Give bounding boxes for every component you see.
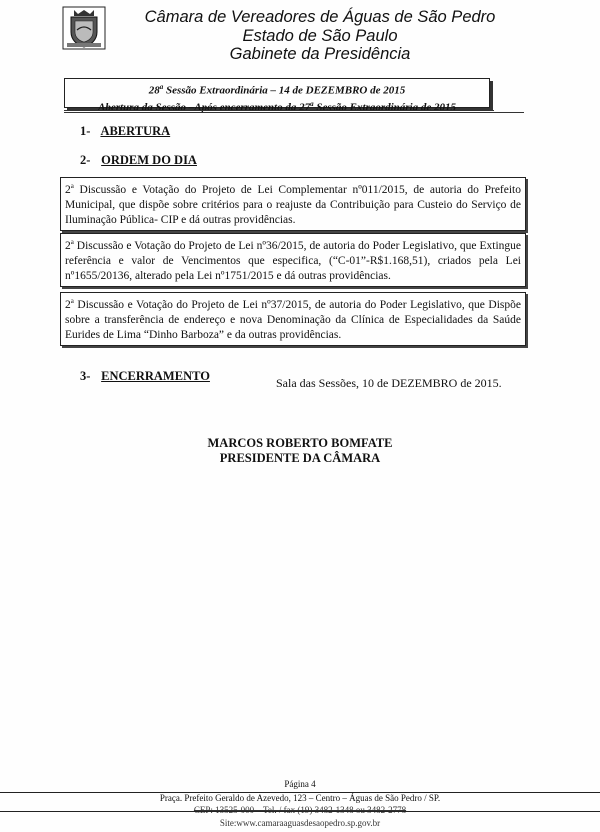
section-encerramento: 3- ENCERRAMENTO	[80, 369, 210, 383]
signature-block	[150, 436, 450, 466]
divider	[64, 112, 524, 113]
section-ordem-do-dia: 2- ORDEM DO DIA	[80, 153, 197, 167]
footer-divider	[0, 811, 600, 812]
session-title-box	[64, 78, 490, 114]
chamber-name: Câmara de Vereadores de Águas de São Pedro	[144, 8, 496, 26]
page-number: Página 4	[284, 779, 316, 789]
agenda-item: 2$^a$ Discussão e Votação do Projeto de Lei Complementar nº011/2015, de autoria do Prefeito Municipal, que dispõe sobre critérios para o reajuste da Contribuição para Custeio do Serviço de Iluminação Pública- CIP e dá outras providências.	[60, 177, 526, 231]
signer-title: PRESIDENTE DA CÂMARA	[219, 451, 381, 465]
section-abertura: 1- ABERTURA	[80, 124, 171, 138]
session-title: 28$^a$ Sessão Extraordinária – 14 de DEZEMBRO de 2015	[148, 83, 406, 97]
footer-phone: CEP: 13525-000 – Tel. / fax (19) 3482-1348 ou 3482-2778	[193, 805, 407, 815]
coat-of-arms-icon	[62, 6, 106, 50]
agenda-item: 2$^a$ Discussão e Votação do Projeto de Lei nº36/2015, de autoria do Poder Legislativo, que Extingue referência e valor de Vencimentos que especifica, (“C-01”-R$1.168,51), criados pela Lei nº1655/20136, alterado pela Lei nº1751/2015 e dá outras providências.	[60, 233, 526, 287]
divider	[64, 110, 494, 111]
agenda-item: 2$^a$ Discussão e Votação do Projeto de Lei nº37/2015, de autoria do Poder Legislativo, que Dispõe sobre a transferência de endereço e nova Denominação da Clínica de Especialidades da Saúde Eurides de Lima “Dinho Barboza” e da outras providências.	[60, 292, 526, 346]
session-opening: Abertura da Sessão –Após encerramento da 27$^a$ Sessão Extraordinária de 2015	[98, 99, 456, 114]
signer-name: MARCOS ROBERTO BOMFATE	[207, 436, 393, 450]
office-name: Gabinete da Presidência	[229, 45, 411, 63]
footer-address: Praça. Prefeito Geraldo de Azevedo, 123 – Centro – Águas de São Pedro / SP.	[159, 793, 441, 803]
footer-website: Site:www.camaraaguasdesaopedro.sp.gov.br	[219, 818, 381, 828]
dateline: Sala das Sessões, 10 de DEZEMBRO de 2015.	[276, 376, 502, 390]
state-name: Estado de São Paulo	[242, 27, 398, 45]
